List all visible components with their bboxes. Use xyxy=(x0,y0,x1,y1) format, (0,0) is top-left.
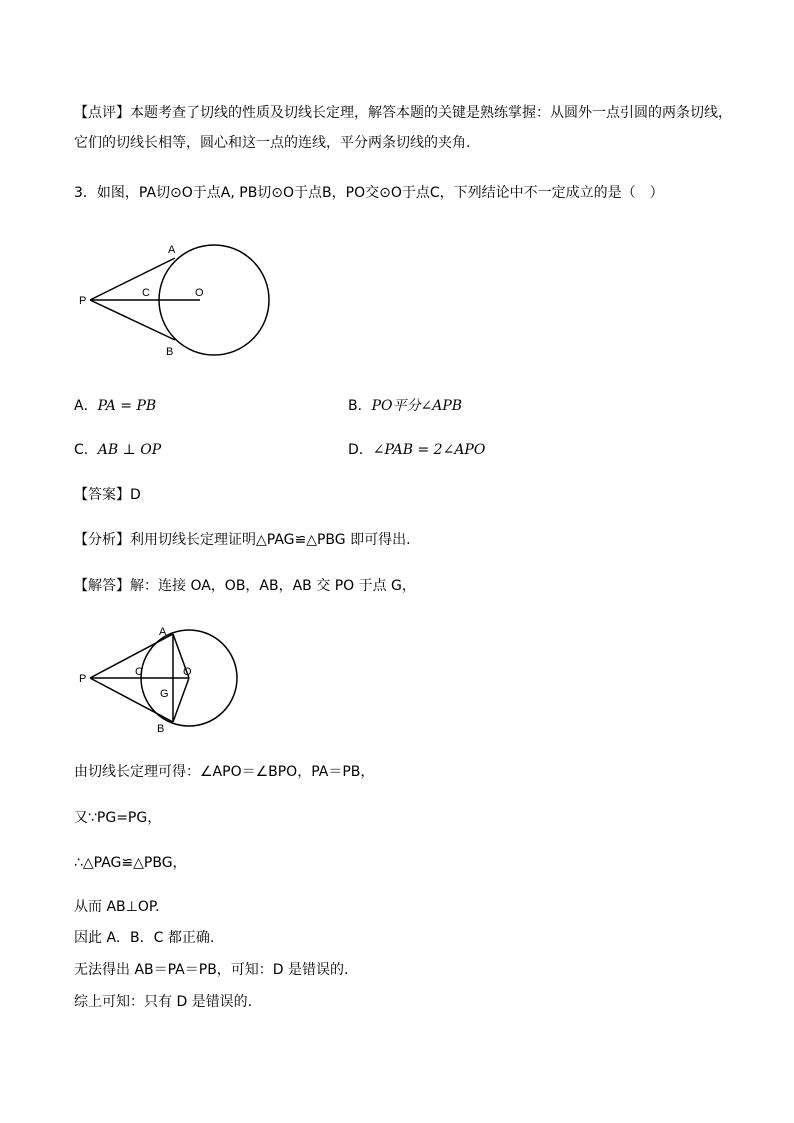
comment-tag: 【点评】 xyxy=(74,105,130,121)
option-b xyxy=(348,396,462,416)
comment-text-1: 本题考查了切线的性质及切线长定理，解答本题的关键是熟练掌握：从圆外一点引圆的两条切线， xyxy=(130,105,732,121)
label-b-2: B xyxy=(157,723,165,735)
step-3: ∴△PAG≌△PBG， xyxy=(74,855,187,871)
step-7: 综上可知：只有 D 是错误的. xyxy=(74,994,253,1010)
label-g-2: G xyxy=(160,688,169,700)
label-o: O xyxy=(195,287,204,299)
analysis-line xyxy=(74,530,411,550)
option-a-text: PA = PB xyxy=(97,398,157,414)
label-a-2: A xyxy=(159,626,167,638)
option-a xyxy=(74,396,156,416)
option-a-letter: A． xyxy=(74,398,98,414)
option-b-letter: B． xyxy=(348,398,372,414)
label-b: B xyxy=(166,346,174,358)
analysis-text: 利用切线长定理证明△PAG≌△PBG 即可得出. xyxy=(130,532,411,548)
label-a: A xyxy=(168,244,176,256)
comment-line-1 xyxy=(74,103,732,123)
comment-line-2: 它们的切线长相等，圆心和这一点的连线，平分两条切线的夹角. xyxy=(74,135,471,151)
question-text: 3．如图，PA切⊙O于点A, PB切⊙O于点B，PO交⊙O于点C，下列结论中不一定成立的是（ ） xyxy=(74,185,664,201)
answer-line xyxy=(74,485,141,505)
option-c-letter: C． xyxy=(74,442,98,458)
solution-line xyxy=(74,576,416,596)
segment-ob xyxy=(173,678,189,722)
analysis-tag: 【分析】 xyxy=(74,532,130,548)
solution-tag: 【解答】 xyxy=(74,578,130,594)
tangent-pa xyxy=(90,258,175,300)
option-c xyxy=(74,440,161,460)
step-5: 因此 A．B．C 都正确. xyxy=(74,930,215,946)
label-p-2: P xyxy=(79,673,87,685)
option-d xyxy=(348,440,485,460)
step-4: 从而 AB⊥OP. xyxy=(74,899,160,915)
solution-text: 解：连接 OA，OB，AB，AB 交 PO 于点 G， xyxy=(130,578,416,594)
figure-2 xyxy=(70,622,250,737)
option-d-text: ∠PAB = 2∠APO xyxy=(372,442,486,458)
option-c-text: AB ⊥ OP xyxy=(97,442,162,458)
option-d-letter: D． xyxy=(348,442,373,458)
label-o-2: O xyxy=(183,666,192,678)
step-1: 由切线长定理可得：∠APO＝∠BPO，PA＝PB， xyxy=(74,764,375,780)
tangent-pa-2 xyxy=(90,634,173,678)
answer-tag: 【答案】 xyxy=(74,487,130,503)
figure-1 xyxy=(70,238,270,363)
label-c-2: C xyxy=(135,666,143,678)
label-c: C xyxy=(142,287,150,299)
tangent-pb-2 xyxy=(90,678,173,722)
step-2: 又∵PG=PG， xyxy=(74,810,162,826)
answer-value: D xyxy=(130,487,141,503)
label-p: P xyxy=(79,295,87,307)
step-6: 无法得出 AB＝PA＝PB，可知：D 是错误的. xyxy=(74,962,349,978)
option-b-text: PO平分∠APB xyxy=(371,398,463,414)
